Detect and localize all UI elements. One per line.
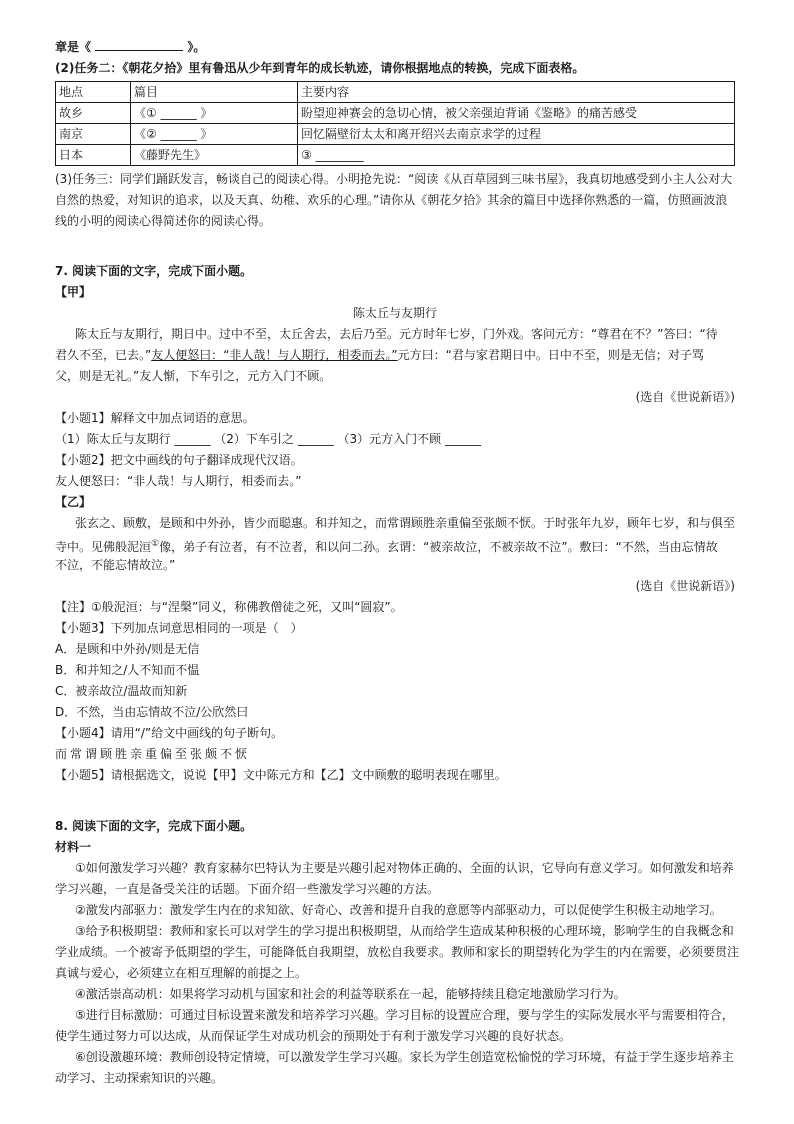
- answer-blank[interactable]: [95, 38, 183, 51]
- q6-chapter-suffix: 》。: [187, 40, 206, 54]
- cell-title: 《藤野先生》: [131, 145, 298, 166]
- material-label: 材料一: [55, 840, 92, 854]
- cell-content: 盼望迎神赛会的急切心情，被父亲强迫背诵《鉴略》的痛苦感受: [298, 103, 735, 124]
- table-header-row: [56, 82, 735, 103]
- footnote-marker: ①: [151, 539, 160, 549]
- q6-task2: (2)任务二：《朝花夕拾》里有鲁迅从少年到青年的成长轨迹，请你根据地点的转换，完成下面表格。: [55, 61, 585, 75]
- yi-label: 【乙】: [55, 495, 92, 509]
- header-title: 篇目: [131, 82, 298, 103]
- yi-paragraph-line: [55, 535, 745, 556]
- q6-task3-line: 自然的热爱，对知识的追求，以及天真、幼稚、欢乐的心理。”请你从《朝花夕拾》其余的篇目中选择你熟悉的一篇，仿照画波浪: [55, 193, 728, 207]
- sub-question-4: 【小题4】请用“/”给文中画线的句子断句。: [55, 726, 284, 740]
- jia-paragraph-line: [55, 346, 745, 364]
- yi-text: 寺中。见佛般泥洹: [55, 540, 152, 554]
- q6-task3-line: (3)任务三：同学们踊跃发言，畅谈自己的阅读心得。小明抢先说：“阅读《从百草园到三味书屋》，我真切地感受到小主人公对大: [55, 172, 733, 186]
- material-line: ①如何激发学习兴趣？教育家赫尔巴特认为主要是兴趣引起对物体正确的、全面的认识，它导向有意义学习。如何激发和培养: [75, 861, 734, 875]
- option-d[interactable]: D．不然，当由忘情故不泣/公欣然曰: [55, 705, 249, 719]
- yi-paragraph-line: 张玄之、顾敷，是顾和中外孙，皆少而聪惠。和并知之，而常谓顾胜亲重偏至张颇不恹。于时张年九岁，顾年七岁，和与俱至: [75, 516, 736, 530]
- material-line: 真诚与爱心，必须建立在相互理解的前提之上。: [55, 966, 308, 980]
- sub-question-2-sentence: 友人便怒曰：“非人哉！与人期行，相委而去。”: [55, 474, 302, 488]
- cell-place: 日本: [56, 145, 131, 166]
- sub-question-1-items[interactable]: （1）陈太丘与友期行 ______ （2）下车引之 ______ （3）元方入门不顾 ______: [55, 432, 481, 446]
- jia-paragraph-line: 父，则是无礼。”友人惭，下车引之，元方入门不顾。: [55, 369, 332, 383]
- material-line: 学习兴趣，一直是备受关注的话题。下面介绍一些激发学习兴趣的方法。: [55, 882, 440, 896]
- jia-paragraph-line: 陈太丘与友期行，期日中。过中不至，太丘舍去，去后乃至。元方时年七岁，门外戏。客问元方：“尊君在不？”答曰：“待: [75, 327, 718, 341]
- material-line: ③给予积极期望：教师和家长可以对学生的学习提出积极期望，从而给学生造成某种积极的心理环境，影响学生的自我概念和: [75, 924, 734, 938]
- jia-title: 陈太丘与友期行: [352, 306, 437, 320]
- cell-content[interactable]: ③ ________: [298, 145, 735, 166]
- sub-question-4-sentence: 而常谓顾胜亲重偏至张颇不恹: [55, 747, 251, 761]
- annotation-note: 【注】①般泥洹：与“涅槃”同义，称佛教僧徒之死，又叫“圆寂”。: [55, 600, 403, 614]
- yi-paragraph-line: 不泣，不能忘情故泣。”: [55, 558, 176, 572]
- cell-title[interactable]: 《② ______ 》: [131, 124, 298, 145]
- option-a[interactable]: A．是顾和中外孙/则是无信: [55, 642, 200, 656]
- header-place: 地点: [56, 82, 131, 103]
- table-row: [56, 124, 735, 145]
- material-line: 使学生通过努力可以达成，从而保证学生对成功机会的预期处于有利于激发学习兴趣的良好状态。: [55, 1029, 572, 1043]
- cell-content: 回忆隔壁衍太太和离开绍兴去南京求学的过程: [298, 124, 735, 145]
- jia-text: 元方曰：“君与家君期日中。日中不至，则是无信；对子骂: [397, 348, 704, 362]
- q7-heading: 7. 阅读下面的文字，完成下面小题。: [55, 264, 253, 278]
- cell-title[interactable]: 《① ______ 》: [131, 103, 298, 124]
- table-row: [56, 145, 735, 166]
- cell-place: 故乡: [56, 103, 131, 124]
- q6-chapter-line: [55, 38, 745, 56]
- reading-table: [55, 81, 735, 166]
- material-line: ④激活崇高动机：如果将学习动机与国家和社会的利益等联系在一起，能够持续且稳定地激励学习行为。: [75, 987, 626, 1001]
- material-line: 动学习、主动探索知识的兴趣。: [55, 1071, 224, 1085]
- option-b[interactable]: B．和并知之/人不知而不愠: [55, 663, 200, 677]
- table-row: [56, 103, 735, 124]
- q6-chapter-prefix: 章是《: [55, 40, 92, 54]
- material-line: ②激发内部驱力：激发学生内在的求知欲、好奇心、改善和提升自我的意愿等内部驱动力，可以促使学生积极主动地学习。: [75, 903, 722, 917]
- sub-question-5: 【小题5】请根据选文，说说【甲】文中陈元方和【乙】文中顾敷的聪明表现在哪里。: [55, 768, 507, 782]
- jia-label: 【甲】: [55, 285, 92, 299]
- sub-question-1: 【小题1】解释文中加点词语的意思。: [55, 411, 255, 425]
- jia-text: 君久不至，已去。”: [55, 348, 152, 362]
- material-line: ⑥创设激趣环境：教师创设特定情境，可以激发学生学习兴趣。家长为学生创造宽松愉悦的学习环境，有益于学生逐步培养主: [75, 1050, 734, 1064]
- underlined-sentence: 友人便怒曰：“非人哉！与人期行，相委而去。”: [151, 348, 398, 362]
- sub-question-2: 【小题2】把文中画线的句子翻译成现代汉语。: [55, 453, 303, 467]
- yi-text: 像，弟子有泣者，有不泣者，和以问二孙。玄谓：“被亲故泣，不被亲故不泣”。敷曰：“不然，当由忘情故: [159, 540, 718, 554]
- header-content: 主要内容: [298, 82, 735, 103]
- option-c[interactable]: C．被亲故泣/温故而知新: [55, 684, 188, 698]
- cell-place: 南京: [56, 124, 131, 145]
- jia-source: (选自《世说新语》): [635, 390, 735, 404]
- material-line: 学业成绩。一个被寄予低期望的学生，可能降低自我期望，放松自我要求。教师和家长的期望转化为学生的内在需要，必须要贯注: [55, 945, 740, 959]
- material-line: ⑤进行目标激励：可通过目标设置来激发和培养学习兴趣。学习目标的设置应合理，要与学生的实际发展水平与需要相符合，: [75, 1008, 734, 1022]
- q8-heading: 8. 阅读下面的文字，完成下面小题。: [55, 819, 253, 833]
- yi-source: (选自《世说新语》): [635, 579, 735, 593]
- sub-question-3: 【小题3】下列加点词意思相同的一项是（ ）: [55, 621, 303, 635]
- q6-task3-line: 线的小明的阅读心得简述你的阅读心得。: [55, 214, 272, 228]
